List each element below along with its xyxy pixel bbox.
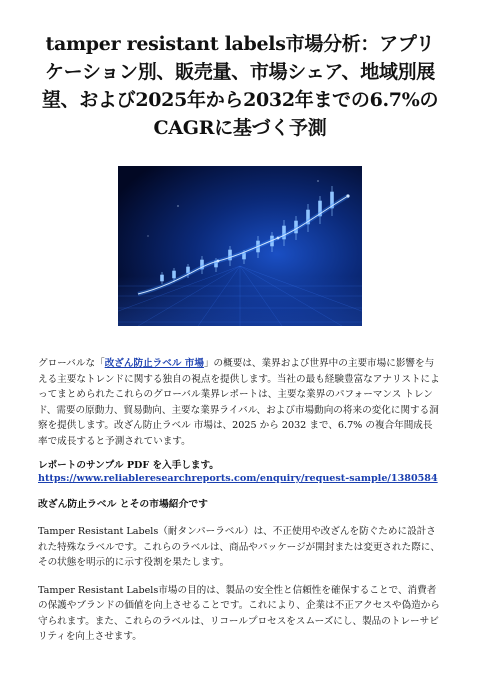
financial-chart-image [118, 166, 362, 326]
intro-before-link: グローバルな「 [38, 358, 105, 369]
section-heading: 改ざん防止ラベル とその市場紹介です [38, 499, 208, 510]
purpose-paragraph: Tamper Resistant Labels市場の目的は、製品の安全性と信頼性を確保することで、消費者の保護やブランドの価値を向上させることです。これにより、企業は不正アクセスや偽造から守られます。また、これらのラベルは、リコールプロセスをスムーズにし、製品のトレーサビリティを向上させます。 [38, 584, 440, 642]
intro-paragraph [38, 356, 442, 449]
definition-paragraph: Tamper Resistant Labels（耐タンパーラベル）は、不正使用や改ざんを防ぐために設計された特殊なラベルです。これらのラベルは、商品やパッケージが開封または変更された際に、その状態を明示的に示す役割を果たします。 [38, 526, 440, 568]
page-title: tamper resistant labels市場分析：アプリケーション別、販売量、市場シェア、地域別展望、および2025年から2032年までの6.7%のCAGRに基づく予測 [41, 33, 439, 139]
sample-heading: レポートのサンプル PDF を入手します。 [38, 460, 219, 471]
intro-after-link: 」の概要は、業界および世界中の主要市場に影響を与える主要なトレンドに関する独自の視点を提供します。当社の最も経験豊富なアナリストによってまとめられたこれらのグローバル業界レポートは、主要な業界のパフォーマンス トレンド、需要の原動力、貿易動向、主要な業界ライバル、および市場動向の将来の変化に関する洞察を提供します。改ざん防止ラベル 市場は、2025 から 2032 まで、6.7% の複合年間成長率で成長すると予測されています。 [38, 358, 440, 447]
market-link[interactable]: 改ざん防止ラベル 市場 [104, 358, 204, 369]
sample-request-link[interactable]: https://www.reliableresearchreports.com/enquiry/request-sample/1380584 [38, 473, 438, 484]
